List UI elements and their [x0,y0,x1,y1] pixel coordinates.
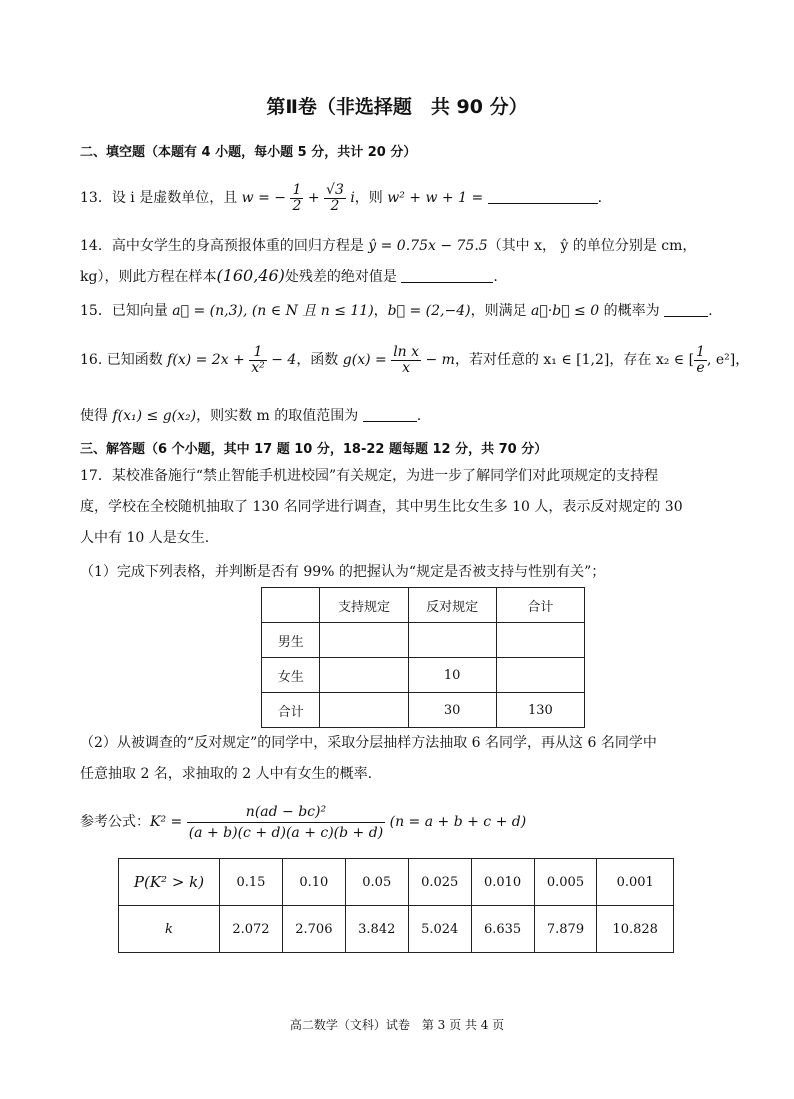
table-cell[interactable] [408,623,496,658]
answer-blank-14[interactable] [401,268,493,283]
table-cell: 0.025 [408,859,471,906]
table-cell[interactable] [496,658,584,693]
reference-formula: 参考公式：K² = $\frac{\text{n(ad − bc)²}}{(a + b)(c + d)(a + c)(b + d)}$ (n = a + b + c + d) [80,803,527,841]
contingency-table [261,587,585,728]
table-cell: 0.005 [534,859,597,906]
table-cell: 女生 [262,658,320,693]
table-cell: 合计 [496,588,584,623]
table-cell: 6.635 [471,906,534,953]
table-cell: P(K² > k) [119,859,220,906]
table-row [119,906,674,953]
section-heading-answer: 三、解答题（6 个小题，其中 17 题 10 分，18-22 题每题 12 分，共 70 分） [80,442,548,457]
page-title: 第Ⅱ卷（非选择题 共 90 分） [266,96,528,118]
table-cell: 男生 [262,623,320,658]
table-cell: 合计 [262,693,320,728]
section-heading-fill-blank: 二、填空题（本题有 4 小题，每小题 5 分，共计 20 分） [80,145,417,160]
question-17-line3: 人中有 10 人是女生. [80,530,210,546]
table-cell: 7.879 [534,906,597,953]
table-cell: 支持规定 [320,588,408,623]
table-cell: 2.706 [282,906,345,953]
question-13: 13．设 i 是虚数单位，且 w = − $\frac{1}{2}$ + $\frac{√3}{2}$ i，则 w² + w + 1 = . [80,181,603,214]
table-cell[interactable] [496,623,584,658]
table-row [262,658,585,693]
table-cell: 0.05 [345,859,408,906]
question-17-line1: 17．某校准备施行“禁止智能手机进校园”有关规定，为进一步了解同学们对此项规定的支持程 [80,468,659,484]
table-cell: 5.024 [408,906,471,953]
question-17-part2-line1: （2）从被调查的“反对规定”的同学中，采取分层抽样方法抽取 6 名同学，再从这 6 名同学中 [80,735,657,751]
table-cell[interactable] [320,623,408,658]
table-cell: 0.10 [282,859,345,906]
question-16-line1: 16. 已知函数 f(x) = 2x + $\frac{1}{\text{x²}}$ − 4，函数 g(x) = $\frac{\text{ln x}}{x}$ − m，若对任意的 x₁ ∈ [1,2]，存在 x₂ ∈ [ $\frac{1}{e}$ , e²]， [80,343,750,376]
answer-blank-13[interactable] [488,189,598,204]
question-14-line2: kg），则此方程在样本(160,46)处残差的绝对值是 . [80,266,498,285]
answer-blank-16[interactable] [363,407,417,422]
table-cell [262,588,320,623]
table-cell: 0.010 [471,859,534,906]
table-cell: k [119,906,220,953]
question-17-part2-line2: 任意抽取 2 名，求抽取的 2 人中有女生的概率. [80,766,373,782]
table-cell: 0.001 [597,859,674,906]
table-cell: 30 [408,693,496,728]
question-17-line2: 度，学校在全校随机抽取了 130 名同学进行调查，其中男生比女生多 10 人，表示反对规定的 30 [80,499,683,515]
table-cell[interactable] [320,693,408,728]
table-cell[interactable] [320,658,408,693]
fraction-root3-half: $\frac{√3}{2}$ [326,181,344,214]
question-17-part1: （1）完成下列表格，并判断是否有 99% 的把握认为“规定是否被支持与性别有关”； [80,564,606,580]
question-15: 15．已知向量 a⃗ = (n,3), (n ∈ N 且 n ≤ 11)，b⃗ = (2,−4)，则满足 a⃗·b⃗ ≤ 0 的概率为 . [80,303,713,319]
table-row [262,693,585,728]
page-footer: 高二数学（文科）试卷 第 3 页 共 4 页 [289,1018,505,1032]
table-row [119,859,674,906]
critical-value-table [118,858,674,953]
answer-blank-15[interactable] [664,302,708,317]
table-row [262,623,585,658]
table-cell: 3.842 [345,906,408,953]
table-cell: 10.828 [597,906,674,953]
fraction-one-half: $\frac{1}{2}$ [292,181,302,214]
table-cell: 0.15 [220,859,283,906]
question-16-line2: 使得 f(x₁) ≤ g(x₂)，则实数 m 的取值范围为 . [80,408,422,424]
question-14-line1: 14．高中女学生的身高预报体重的回归方程是 ŷ = 0.75x − 75.5（其中 x， ŷ 的单位分别是 cm， [80,238,697,254]
table-cell: 10 [408,658,496,693]
table-header-row [262,588,585,623]
table-cell: 2.072 [220,906,283,953]
table-cell: 130 [496,693,584,728]
table-cell: 反对规定 [408,588,496,623]
